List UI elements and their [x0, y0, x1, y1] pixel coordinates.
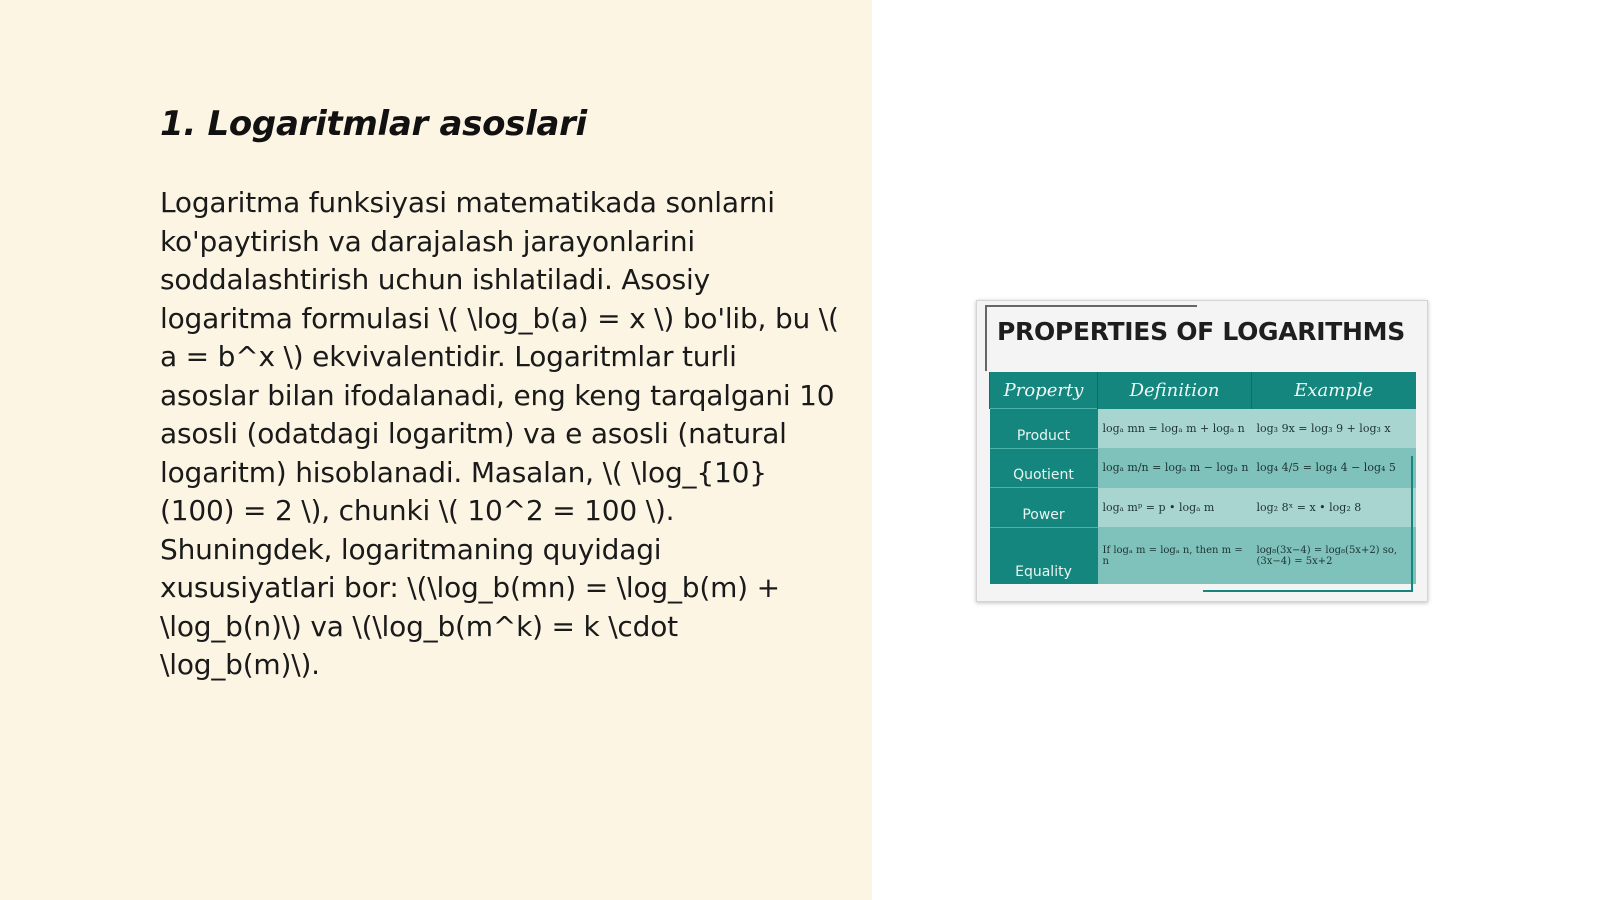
frame-line-top	[985, 305, 1197, 307]
table-row	[990, 488, 1416, 528]
header-example: Example	[1252, 372, 1416, 409]
header-property: Property	[990, 372, 1098, 409]
property-cell: Equality	[990, 527, 1098, 584]
logarithm-properties-image	[976, 300, 1428, 602]
definition-cell: If logₐ m = logₐ n, then m = n	[1098, 527, 1252, 584]
slide-heading: 1. Logaritmlar asoslari	[160, 104, 587, 144]
header-definition: Definition	[1098, 372, 1252, 409]
property-cell: Power	[990, 488, 1098, 528]
table-row	[990, 409, 1416, 449]
definition-cell: logₐ mn = logₐ m + logₐ n	[1098, 409, 1252, 449]
frame-line-bottom	[1203, 590, 1413, 592]
example-cell: log₃ 9x = log₃ 9 + log₃ x	[1252, 409, 1416, 449]
table-row	[990, 448, 1416, 488]
slide-paragraph: Logaritma funksiyasi matematikada sonlarni ko'paytirish va darajalash jarayonlarini soddalashtirish uchun ishlatiladi. Asosiy logaritma formulasi \( \log_b(a) = x \) bo'lib, bu \( a = b^x \) ekvivalentidir. Logaritmlar turli asoslar bilan ifodalanadi, eng keng tarqalgani 10 asosli (odatdagi logaritm) va e asosli (natural logaritm) hisoblanadi. Masalan, \( \log_{10}(100) = 2 \), chunki \( 10^2 = 100 \). Shuningdek, logaritmaning quyidagi xususiyatlari bor: \(\log_b(mn) = \log_b(m) + \log_b(n)\) va \(\log_b(m^k) = k \cdot \log_b(m)\).	[160, 186, 839, 681]
property-cell: Quotient	[990, 448, 1098, 488]
example-cell: log₄ 4/5 = log₄ 4 − log₄ 5	[1252, 448, 1416, 488]
property-cell: Product	[990, 409, 1098, 449]
example-cell: log₈(3x−4) = log₈(5x+2) so, (3x−4) = 5x+2	[1252, 527, 1416, 584]
example-cell: log₂ 8ˣ = x • log₂ 8	[1252, 488, 1416, 528]
definition-cell: logₐ mᵖ = p • logₐ m	[1098, 488, 1252, 528]
definition-cell: logₐ m/n = logₐ m − logₐ n	[1098, 448, 1252, 488]
table-row	[990, 527, 1416, 584]
image-title: PROPERTIES OF LOGARITHMS	[997, 317, 1405, 346]
frame-line-left	[985, 305, 987, 371]
frame-line-right	[1411, 456, 1413, 592]
table-header-row	[990, 372, 1416, 409]
properties-table	[989, 372, 1416, 584]
